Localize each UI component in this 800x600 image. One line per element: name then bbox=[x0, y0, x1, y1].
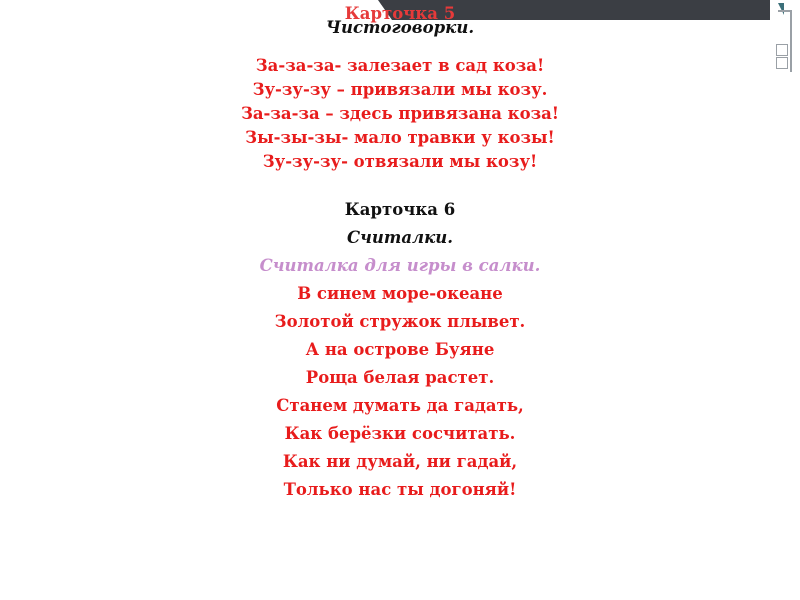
card5-title: Карточка 5 bbox=[344, 4, 456, 23]
card6-title: Карточка 6 bbox=[344, 200, 456, 219]
card6-line: Станем думать да гадать, bbox=[276, 396, 524, 415]
card5-line: За-за-за – здесь привязана коза! bbox=[240, 104, 560, 123]
slide-content bbox=[0, 4, 800, 504]
spacer bbox=[0, 40, 800, 54]
card6-line: В синем море-океане bbox=[297, 284, 503, 303]
card6-line: А на острове Буяне bbox=[305, 340, 495, 359]
card6-intro: Считалка для игры в салки. bbox=[259, 256, 541, 275]
spacer bbox=[0, 174, 800, 196]
card6-line: Роща белая растет. bbox=[305, 368, 495, 387]
card6-subtitle: Считалки. bbox=[346, 228, 454, 247]
card6-line: Как ни думай, ни гадай, bbox=[282, 452, 518, 471]
card5-line: За-за-за- залезает в сад коза! bbox=[255, 56, 545, 75]
card6-line: Золотой стружок плывет. bbox=[274, 312, 526, 331]
card6-line: Только нас ты догоняй! bbox=[283, 480, 517, 499]
card5-line: Зы-зы-зы- мало травки у козы! bbox=[245, 128, 555, 147]
card5-line: Зу-зу-зу- отвязали мы козу! bbox=[262, 152, 538, 171]
card6-line: Как берёзки сосчитать. bbox=[284, 424, 516, 443]
card5-subtitle: Чистоговорки. bbox=[325, 18, 475, 37]
card5-line: Зу-зу-зу – привязали мы козу. bbox=[252, 80, 548, 99]
